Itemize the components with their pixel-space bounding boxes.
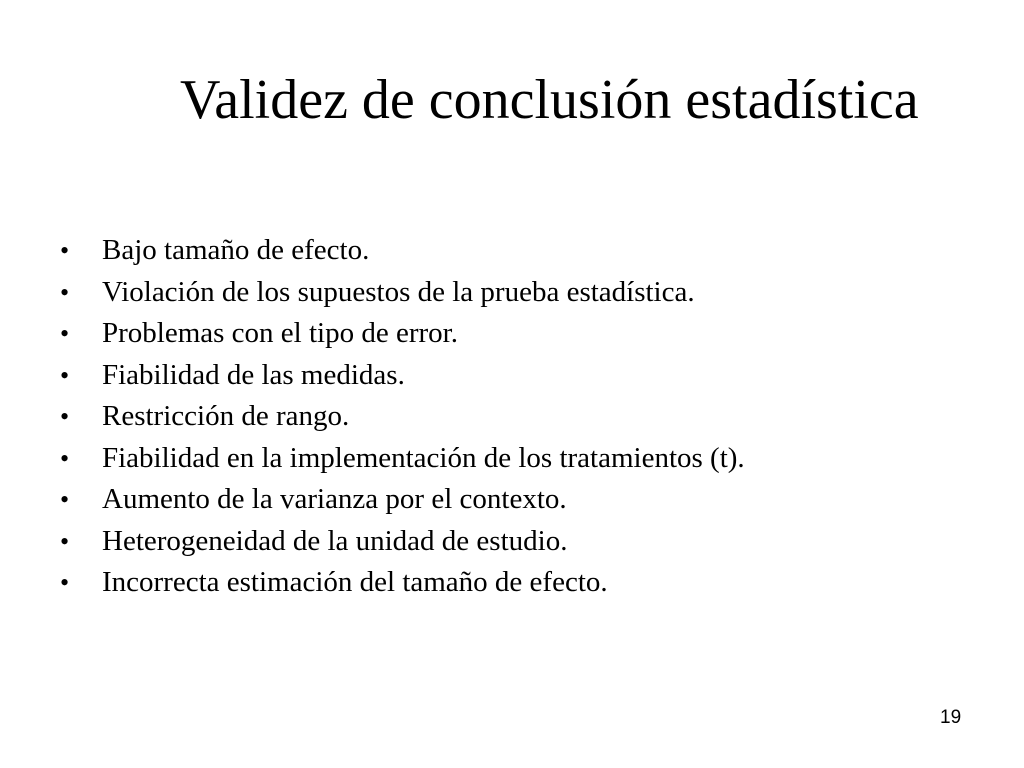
page-number: 19 bbox=[940, 707, 962, 728]
bullet-text: Aumento de la varianza por el contexto. bbox=[102, 483, 567, 515]
bullet-icon: • bbox=[60, 319, 70, 348]
slide-title: Validez de conclusión estadística bbox=[180, 69, 919, 131]
bullet-item bbox=[60, 272, 745, 314]
bullet-icon: • bbox=[60, 236, 70, 265]
bullet-list bbox=[60, 230, 745, 604]
bullet-text: Incorrecta estimación del tamaño de efecto. bbox=[102, 566, 608, 598]
bullet-item bbox=[60, 396, 745, 438]
bullet-icon: • bbox=[60, 485, 70, 514]
bullet-icon: • bbox=[60, 568, 70, 597]
bullet-item bbox=[60, 355, 745, 397]
bullet-text: Fiabilidad de las medidas. bbox=[102, 358, 405, 391]
bullet-icon: • bbox=[60, 526, 70, 556]
bullet-item bbox=[60, 230, 745, 272]
bullet-text: Bajo tamaño de efecto. bbox=[102, 234, 370, 266]
bullet-icon: • bbox=[60, 277, 70, 307]
bullet-text: Fiabilidad en la implementación de los tratamientos (t). bbox=[102, 441, 745, 474]
bullet-item bbox=[60, 313, 745, 355]
bullet-item bbox=[60, 438, 745, 480]
bullet-item bbox=[60, 521, 745, 563]
bullet-text: Restricción de rango. bbox=[102, 400, 350, 432]
bullet-item bbox=[60, 479, 745, 521]
bullet-item bbox=[60, 562, 745, 604]
bullet-icon: • bbox=[60, 402, 70, 431]
bullet-text: Heterogeneidad de la unidad de estudio. bbox=[102, 524, 568, 557]
bullet-text: Problemas con el tipo de error. bbox=[102, 317, 458, 349]
bullet-text: Violación de los supuestos de la prueba estadística. bbox=[102, 275, 695, 308]
bullet-icon: • bbox=[60, 443, 70, 473]
bullet-icon: • bbox=[60, 360, 70, 390]
